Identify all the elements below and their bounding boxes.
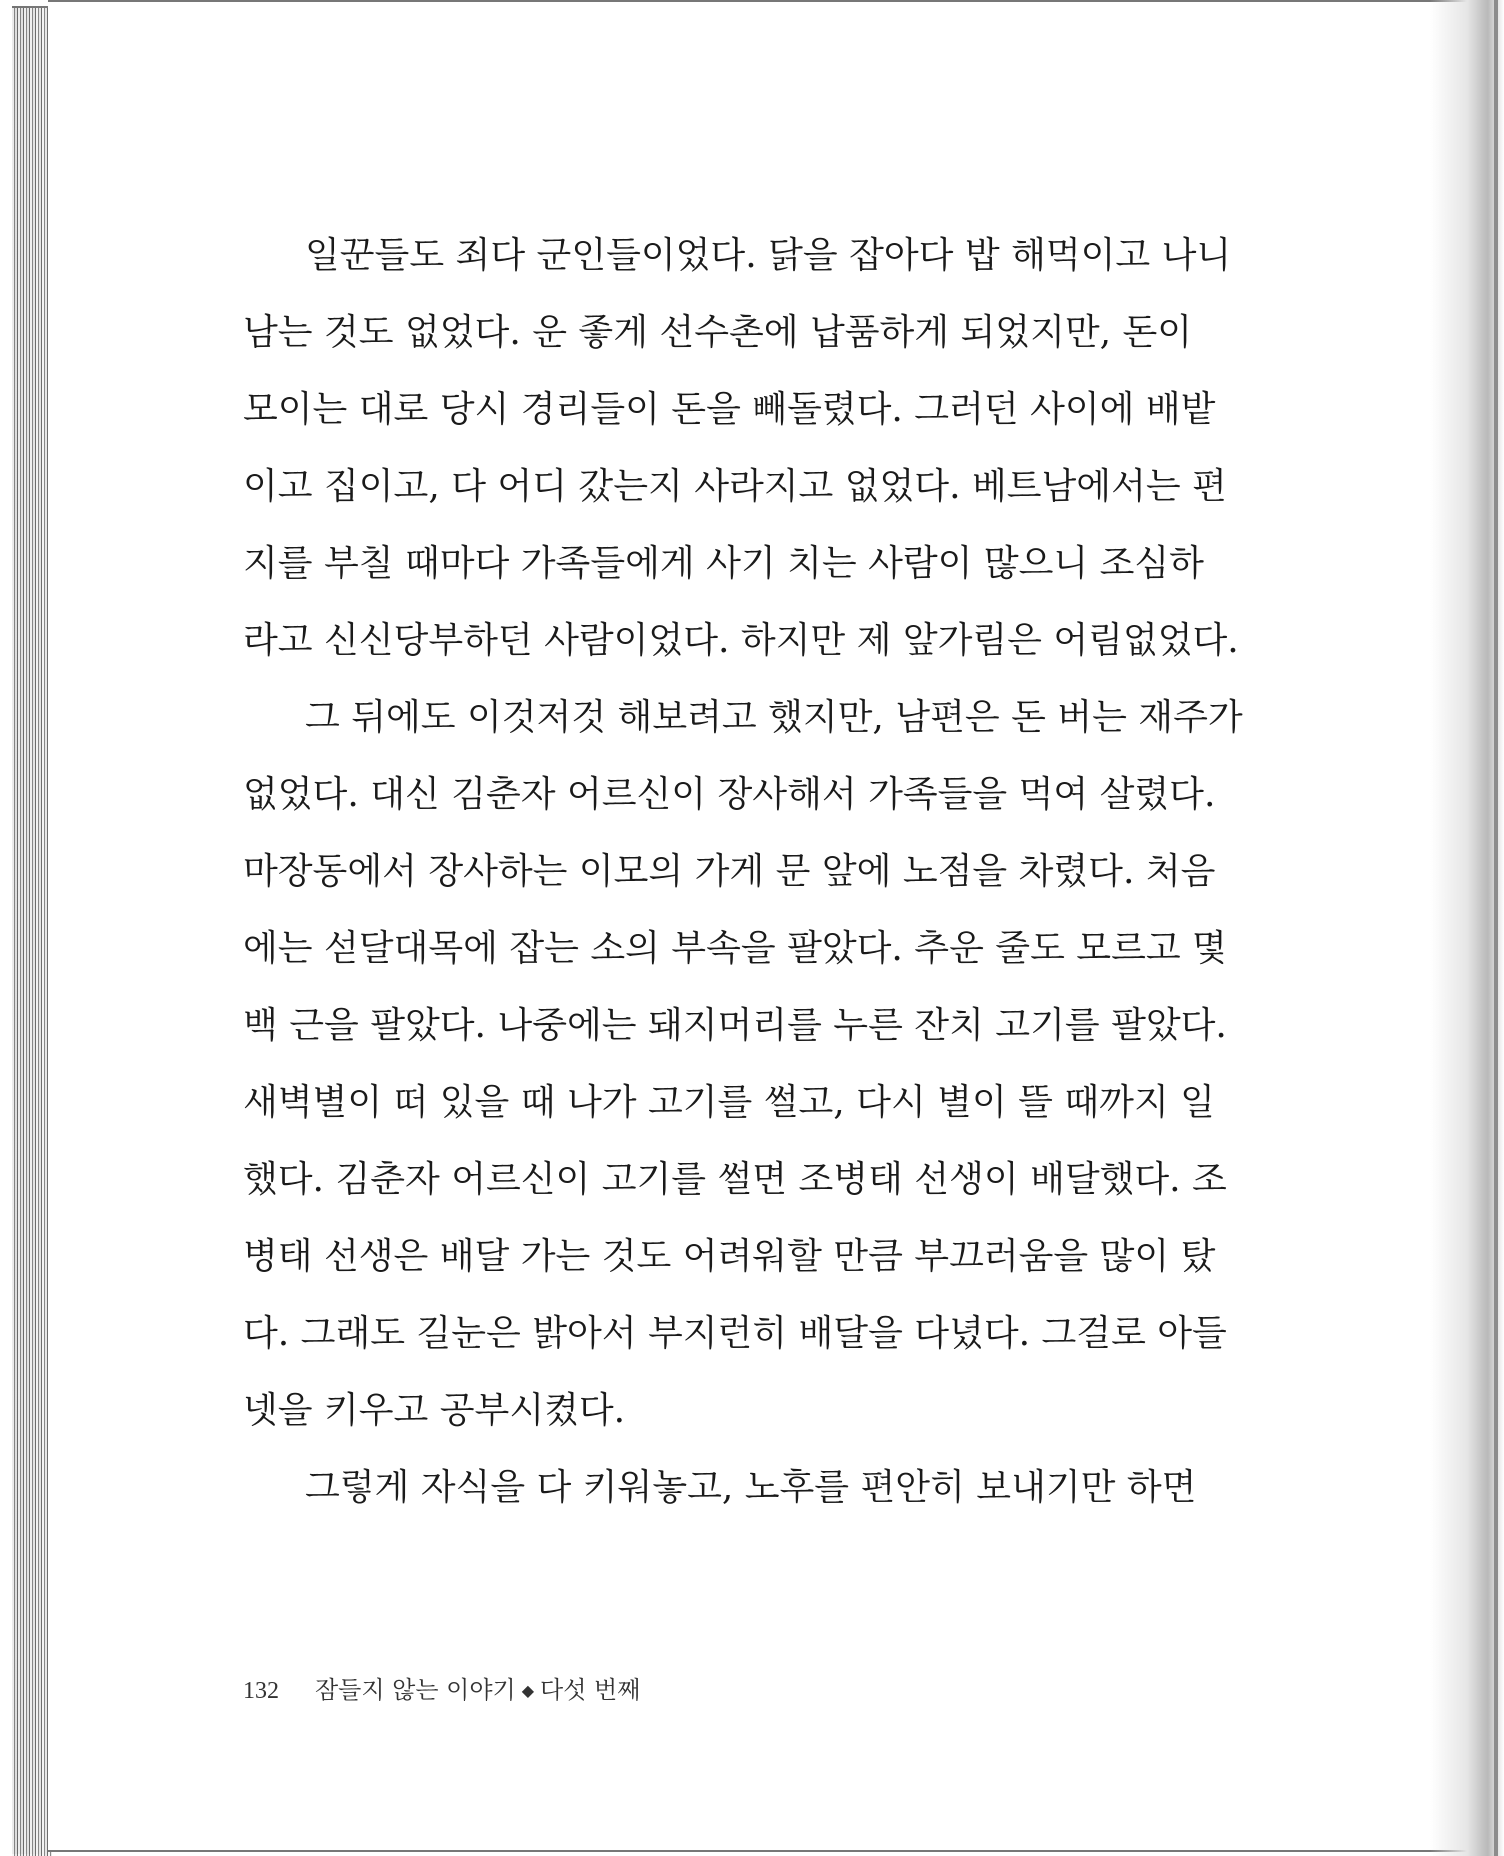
text-line: 다. 그래도 길눈은 밝아서 부지런히 배달을 다녔다. 그걸로 아들 <box>243 1313 1227 1354</box>
text-line: 이고 집이고, 다 어디 갔는지 사라지고 없었다. 베트남에서는 편 <box>243 466 1227 507</box>
text-line: 넷을 키우고 공부시켰다. <box>243 1390 626 1431</box>
text-line: 지를 부칠 때마다 가족들에게 사기 치는 사람이 많으니 조심하 <box>243 543 1204 584</box>
running-section: 다섯 번째 <box>540 1676 641 1704</box>
page-footer <box>243 1670 640 1705</box>
text-line: 일꾼들도 죄다 군인들이었다. 닭을 잡아다 밥 해먹이고 나니 <box>305 235 1232 276</box>
text-line: 마장동에서 장사하는 이모의 가게 문 앞에 노점을 차렸다. 처음 <box>243 851 1216 892</box>
text-line: 모이는 대로 당시 경리들이 돈을 빼돌렸다. 그러던 사이에 배밭 <box>243 389 1216 430</box>
body-text <box>243 222 1243 1531</box>
text-line: 병태 선생은 배달 가는 것도 어려워할 만큼 부끄러움을 많이 탔 <box>243 1236 1216 1277</box>
page-number: 132 <box>243 1678 279 1704</box>
text-line: 했다. 김춘자 어르신이 고기를 썰면 조병태 선생이 배달했다. 조 <box>243 1159 1227 1200</box>
text-line: 에는 섣달대목에 잡는 소의 부속을 팔았다. 추운 줄도 모르고 몇 <box>243 928 1227 969</box>
text-line: 새벽별이 떠 있을 때 나가 고기를 썰고, 다시 별이 뜰 때까지 일 <box>243 1082 1215 1123</box>
text-line: 그렇게 자식을 다 키워놓고, 노후를 편안히 보내기만 하면 <box>305 1467 1197 1508</box>
page-right-edge <box>1494 0 1498 1856</box>
text-line: 백 근을 팔았다. 나중에는 돼지머리를 누른 잔치 고기를 팔았다. <box>243 1005 1227 1046</box>
text-line: 없었다. 대신 김춘자 어르신이 장사해서 가족들을 먹여 살렸다. <box>243 774 1216 815</box>
diamond-separator-icon: ◆ <box>521 1681 535 1700</box>
page-stack-shade <box>12 6 52 1854</box>
text-line: 라고 신신당부하던 사람이었다. 하지만 제 앞가림은 어림없었다. <box>243 620 1239 661</box>
page-curl-shadow <box>1430 0 1504 1856</box>
running-title: 잠들지 않는 이야기 <box>315 1676 516 1704</box>
text-line: 남는 것도 없었다. 운 좋게 선수촌에 납품하게 되었지만, 돈이 <box>243 312 1193 353</box>
text-line: 그 뒤에도 이것저것 해보려고 했지만, 남편은 돈 버는 재주가 <box>305 697 1243 738</box>
